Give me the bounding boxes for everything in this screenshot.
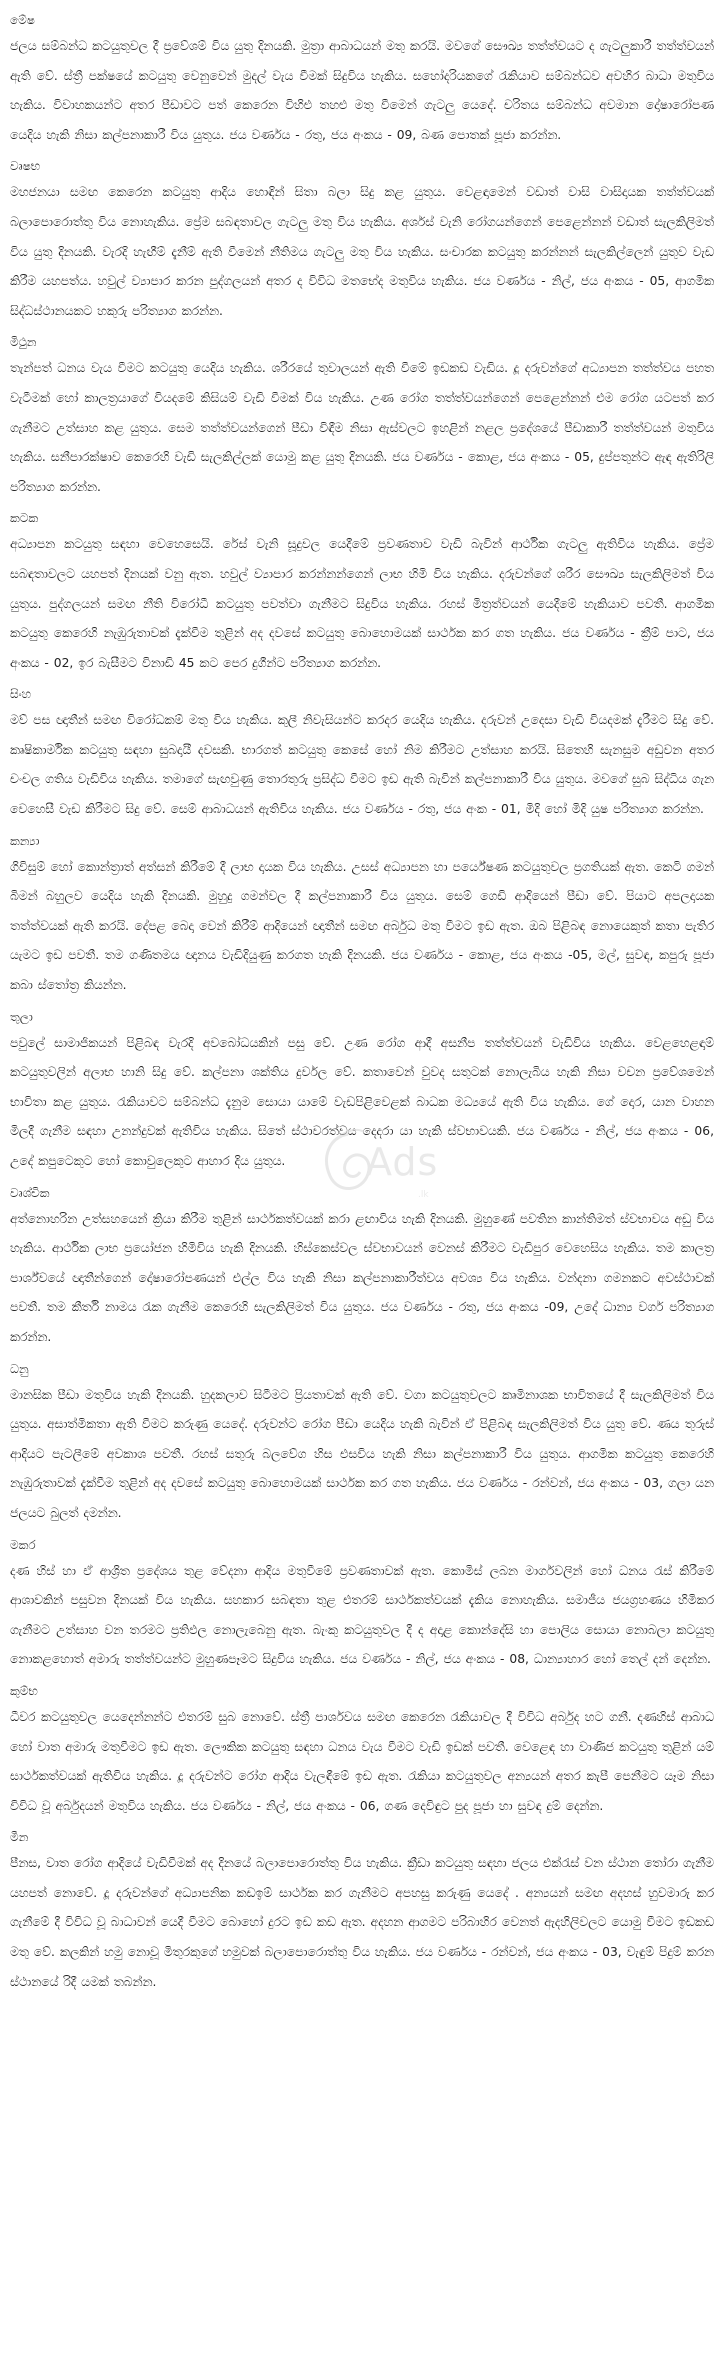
sign-section-makara: [10, 1531, 714, 1675]
sign-heading: මේෂ: [10, 13, 35, 27]
sign-heading: කන්‍යා: [10, 833, 40, 848]
sign-prediction-text: ගිවිසුම් හෝ කොන්ත්‍රාත් අත්සන් කිරීමේ දී ලාභ දායක විය හැකිය. උසස් අධ්‍යාපන හා පර්යේෂණ කටයුතුවල ප්‍රගතියක් ඇත. කෙටි ගමන් බිමන් බහුලව යෙදිය හැකි දිනයකි. මුහුදු ගමන්වල දී කල්පනාකාරී විය යුතුය. සෙම් ගෙඩි ආදියෙන් පීඩා වේ. පියාට අපලදායක තත්ත්වයක් ඇති කරයි. දේපළ බෙදා වෙන් කිරීම් ආදියෙන් ඥාතීන් සමඟ අර්බුධ මතු වීමට ඉඩ ඇත. ඔබ පිළිබඳ නොයෙකුත් කතා පැතිර යැමට ඉඩ පවතී. තම ගණිතමය ඥානය වැඩිදියුණු කරගත හැකි දිනයකි. ජය වර්ණය - කොළ, ජය අංකය -05, මල්, සුවඳ, කපුරු පූජා කබා ස්තෝත්‍ර කියන්න.: [10, 859, 714, 993]
sign-heading: තුලා: [10, 1009, 33, 1024]
sign-section-kanya: [10, 827, 714, 1001]
sign-heading: සිංහ: [10, 687, 32, 702]
sign-prediction-text: මහජනයා සමඟ කෙරෙන කටයුතු ආදිය හොඳින් සිතා බලා සිදු කළ යුතුය. වෙළඳාමෙන් වඩාත් වාසි වාසිදායක තත්ත්වයක් බලාපොරොත්තු විය නොහැකිය. ප්‍රේම සබඳතාවල ගැටලු මතු විය හැකිය. අර්ශස් වැනි රෝගයන්ගෙන් පෙළෙන්නන් වඩාත් සැලකිලිමත් විය යුතු දිනයකි. වැරදි හැඟීම් දැනීම් ඇති වීමෙන් නීතිමය ගැටලු මතු විය හැකිය. සංචාරක කටයුතු කරන්නන් සැලකිල්ලෙන් යුතුව වැඩ කිරීම යහපත්ය. හවුල් ව්‍යාපාර කරන පුද්ගලයන් අතර ද විවිධ මතභේද මතුවිය හැකිය. ජය වර්ණය - නිල්, ජය අංකය - 05, ආගමික සිද්ධස්ථානයකට හකුරු පරිත්‍යාග කරන්න.: [10, 185, 714, 318]
sign-heading: කටක: [10, 511, 39, 526]
sign-section-tula: [10, 1003, 714, 1177]
sign-heading: මිථුන: [10, 335, 37, 350]
sign-section-kataka: [10, 504, 714, 678]
sign-heading: මකර: [10, 1537, 36, 1552]
sign-heading: වෘෂභ: [10, 159, 41, 174]
sign-section-kumbha: [10, 1677, 714, 1821]
sign-prediction-text: ධීවර කටයුතුවල යෙදෙන්නන්ට එතරම් සුබ නොවේ. ස්ත්‍රී පාර්ශවය සමඟ කෙරෙන රැකියාවල දී විවිධ අර්බුද හට ගනී. දණහිස් ආබාධ හෝ වාත අමාරු මතුවීමට ඉඩ ඇත. ලෞකික කටයුතු සඳහා ධනය වැය වීමට වැඩි ඉඩක් පවතී. වෙළෙඳ හා වාණිජ කටයුතු තුළින් යම් සාර්ථකත්වයක් ඇතිවිය හැකිය. දූ දරුවන්ට රෝග ආදිය වැලඳීමේ ඉඩ ඇත. රැකියා කටයුතුවල අන්‍යයන් අතර කැපී පෙනීමට යෑම නිසා විවිධ වූ අර්බුදයන් මතුවිය හැකිය. ජය වර්ණය - නිල්, ජය අංකය - 06, ගණ දෙවිඳුට පුද පූජා හා සුවඳ දුම් දෙන්න.: [10, 1709, 714, 1813]
sign-prediction-text: තැන්පත් ධනය වැය වීමට කටයුතු යෙදිය හැකිය. ශරීරයේ තුවාලයන් ඇති වීමේ ඉඩකඩ වැඩිය. දූ දරුවන්ගේ අධ්‍යාපන තත්ත්වය පහත වැටීමක් හෝ කාලත්‍රයාගේ වියදමේ කිසියම් වැඩි වීමක් විය හැකිය. උණ රෝග තත්ත්වයන්ගෙන් පෙළෙන්නන් එම රෝග යටපත් කර ගැනීමට උත්සාහ කළ යුතුය. සෙම තත්ත්වයන්ගෙන් පීඩා විඳීම නිසා ඇස්වලට ඉහළින් නළල ප්‍රදේශයේ පීඩාකාරී තත්ත්වයන් මතුවිය හැකිය. සනීපාරක්ෂාව කෙරෙහි වැඩි සැලකිල්ලක් යොමු කළ යුතු දිනයකි. ජය වර්ණය - කොළ, ජය අංකය - 05, දුප්පතුන්ට ඇඳ ඇතිරිලි පරිත්‍යාග කරන්න.: [10, 361, 714, 494]
watermark-domain: .lk: [418, 1190, 429, 1200]
sign-section-dhanu: [10, 1355, 714, 1529]
sign-prediction-text: අධ්‍යාපන කටයුතු සඳහා වෙහෙසෙයි. රේස් වැනි සූදුවල යෙදීමේ ප්‍රවණතාව වැඩි බැවින් ආර්ථික ගැටලු ඇතිවිය හැකිය. ප්‍රේම සබඳතාවලට යහපත් දිනයක් වනු ඇත. හවුල් ව්‍යාපාර කරන්නන්ගෙන් ලාභ හිමි විය හැකිය. දරුවන්ගේ ශරීර සෞඛ්‍ය සැලකිලිමත් විය යුතුය. පුද්ගලයන් සමඟ නීති විරෝධී කටයුතු පවත්වා ගැනීමට සිදුවිය හැකිය. රහස් මිත්‍රත්වයන් යෙදීමේ හැකියාව පවතී. ආගමික කටයුතු කෙරෙහි නැඹුරුතාවක් දැක්වීම තුළින් අද දවසේ කටයුතු බොහොමයක් සාර්ථක කර ගත හැකිය. ජය වර්ණය - ක්‍රීම් පාට, ජය අංකය - 02, ඉර බැසීමට විනාඩි 45 කට පෙර දුගීන්ට පරිත්‍යාග කරන්න.: [10, 537, 714, 670]
sign-section-meena: [10, 1823, 714, 1997]
sign-heading: ධනු: [10, 1361, 29, 1376]
sign-section-vrischika: [10, 1179, 714, 1353]
sign-heading: වෘශ්චික: [10, 1185, 50, 1200]
sign-prediction-text: ජලය සම්බන්ධ කටයුතුවල දී ප්‍රවේශම් විය යුතු දිනයකි. මුත්‍රා ආබාධයන් මතු කරයි. මවගේ සෞඛ්‍ය තත්ත්වයට ද ගැටලුකාරී තත්ත්වයන් ඇති වේ. ස්ත්‍රී පක්ෂයේ කටයුතු වෙනුවෙන් මුදල් වැය වීමක් සිදුවිය හැකිය. සහෝදරියකගේ රැකියාව සම්බන්ධව අවහිර බාධා මතුවිය හැකිය. විවාහකයන්ට අතර පීඩාවට පත් කෙරෙන විහිළු තහළු මතු වීමෙන් ගැටලු යෙදේ. චරිතය සම්බන්ධ අවමාන දෝෂාරෝපණ යෙදිය හැකි නිසා කල්පනාකාරී විය යුතුය. ජය වර්ණය - රතු, ජය අංකය - 09, බණ පොතක් පූජා කරන්න.: [10, 39, 714, 142]
sign-prediction-text: දණ හිස් හා ඒ ආශ්‍රිත ප්‍රදේශය තුළ වේදනා ආදිය මතුවීමේ ප්‍රවණතාවක් ඇත. කොමිස් ලබන මාර්ගවලින් හෝ ධනය රැස් කිරීමේ ආශාවකින් පසුවන දිනයක් විය හැකිය. සහකාර සබඳතා තුළ එතරම් සාර්ථකත්වයක් දැකිය නොහැකිය. සමාජීය ජයග්‍රහණය හිමිකර ගැනීමට උත්සාහ වන තරමට ප්‍රතිඵල නොලැබෙනු ඇත. බැංකු කටයුතුවල දී ද අදාළ කොන්දේසි හා පොලිය සොයා නොබලා කටයුතු නොකළහොත් අමාරු තත්ත්වයන්ට මුහුණපෑමට සිදුවිය හැකිය. ජය වර්ණය - නිල්, ජය අංකය - 08, ධාන්‍යාහාර හෝ තෙල් දන් දෙන්න.: [10, 1563, 714, 1667]
sign-section-vrishabha: [10, 152, 714, 326]
sign-heading: කුම්භ: [10, 1683, 38, 1698]
sign-heading: මීන: [10, 1830, 29, 1845]
sign-prediction-text: මව් පස ඥාතීන් සමඟ විරෝධකම් මතු විය හැකිය. කුලී නිවැසියන්ට කරදර යෙදිය හැකිය. දරුවන් උදෙසා වැඩි වියදමක් දැරීමට සිදු වේ. කෘෂිකාර්මික කටයුතු සඳහා සුබදායී දවසකි. භාරගත් කටයුතු කෙසේ හෝ නිම කිරීමට උත්සාහ කරයි. සිතෙහි සැනසුම අඩුවන අතර චංචල ගතිය වැඩිවිය හැකිය. තමාගේ සැඟවුණු තොරතුරු ප්‍රසිද්ධ වීමට ඉඩ ඇති බැවින් කල්පනාකාරී විය යුතුය. මවගේ සුබ සිද්ධිය ගැන වෙහෙසී වැඩ කිරීමට සිදු වේ. සෙම් ආබාධයන් ඇතිවිය හැකිය. ජය වර්ණය - රතු, ජය අංක - 01, මිදි හෝ මිදි යුෂ පරිත්‍යාග කරන්න.: [10, 713, 714, 817]
sign-prediction-text: මානසික පීඩා මතුවිය හැකි දිනයකි. හුදකලාව සිටීමට ප්‍රියතාවක් ඇති වේ. වගා කටයුතුවලට කෘමිනාශක භාවිතයේ දී සැලකිලිමත් විය යුතුය. අසාත්මිකතා ඇති වීමට කරුණු යෙදේ. දරුවන්ට රෝග පීඩා යෙදිය හැකි බැවින් ඒ පිළිබඳ සැලකිලිමත් විය යුතු වේ. ණය තුරුස් ආදියට පැටලීමේ අවකාශ පවතී. රහස් සතුරු බලවේග හිස එසවිය හැකි නිසා කල්පනාකාරී විය යුතුය. ආගමික කටයුතු කෙරෙහි නැඹුරුතාවක් දැක්වීම තුළින් අද දවසේ කටයුතු බොහොමයක් සාර්ථක කර ගත හැකිය. ජය වර්ණය - රන්වන්, ජය අංකය - 03, ගලා යන ජලයට බුලත් දමන්න.: [10, 1387, 714, 1520]
watermark-text: Ads: [366, 1140, 439, 1184]
sign-prediction-text: පීනස, වාත රෝග ආදියේ වැඩිවීමක් අද දිනයේ බලාපොරොත්තු විය හැකිය. ක්‍රීඩා කටයුතු සඳහා ජලය එක්රැස් වන ස්ථාන තෝරා ගැනීම යහපත් නොවේ. දූ දරුවන්ගේ අධ්‍යාපනික කඩඉම් සාර්ථක කර ගැනීමට අපහසු කරුණු යෙදේ . අන්‍යයන් සමඟ අදහස් හුවමාරු කර ගැනීමේ දී විවිධ වූ බාධාවන් යෙදී වීමට බොහෝ දුරට ඉඩ කඩ ඇත. අදහන ආගමට පරිබාහිර වෙනත් ඇදහිලිවලට යොමු වීමට ඉඩකඩ මතු වේ. කලකින් හමු නොවූ මිතුරකුගේ හමුවක් බලාපොරොත්තු විය හැකිය. ජය වර්ණය - රන්වන්, ජය අංකය - 03, වැඳුම් පිදුම් කරන ස්ථානයේ රිදී යමක් තබන්න.: [10, 1856, 714, 1989]
sign-section-mithuna: [10, 328, 714, 502]
sign-section-mesha: [10, 6, 714, 150]
sign-section-simha: [10, 680, 714, 824]
sign-prediction-text: අත්නොහරින උත්සහයෙන් ක්‍රියා කිරීම තුළින් සාර්ථකත්වයක් කරා ළඟාවිය හැකි දිනයකි. මුහුණේ පවතින කාන්තිමත් ස්වභාවය අඩු විය හැකිය. ආර්ථික ලාභ ප්‍රයෝජන හිමිවිය හැකි දිනයකි. හිස්කෙස්වල ස්වභාවයන් වෙනස් කිරීමට වැඩිපුර වෙහෙසිය හැකිය. තම කාලත්‍ර පාර්ශ්වයේ ඥාතීන්ගෙන් දෝෂාරෝපණයන් එල්ල විය හැකි නිසා කල්පනාකාරීත්වය අවශ්‍ය විය හැකිය. වන්දනා ගමනකට අවස්ථාවක් පවතී. තම කීර්ති නාමය රැක ගැනීම කෙරෙහි සැලකිලිමත් විය යුතුය. ජය වර්ණය - රතු, ජය අංකය -09, උදේ ධාන්‍ය වර්ග පරිත්‍යාග කරන්න.: [10, 1211, 714, 1344]
sign-prediction-text: පවුලේ සාමාජිකයන් පිළිබඳ වැරදි අවබෝධයකින් පසු වේ. උණ රෝග ආදී අසනීප තත්ත්වයන් වැඩිවිය හැකිය. වෙළහෙළඳාම් කටයුතුවලින් අලාභ හානි සිදු වේ. කල්පනා ශක්තිය දුර්වල වේ. කතාවෙන් වුවද සතුටක් නොලැබිය හැකි නිසා වචන ප්‍රවේශමෙන් භාවිතා කළ යුතුය. රැකියාවට සම්බන්ධ දැනුම සොයා යාමේ වැඩපිළිවෙළක් බාධක මධ්‍යයේ ඇති විය හැකිය. ගේ දොර, යාන වාහන මිලදී ගැනීම සඳහා උනන්දුවක් ඇතිවිය හැකිය. සිතේ ස්ථාවරත්වය දෙදරා යා හැකි ස්වභාවයකි. ජය වර්ණය - නිල්, ජය අංකය - 06, උදේ කපුටෙකුට හෝ කොවුලෙකුට ආහාර දිය යුතුය.: [10, 1035, 714, 1168]
